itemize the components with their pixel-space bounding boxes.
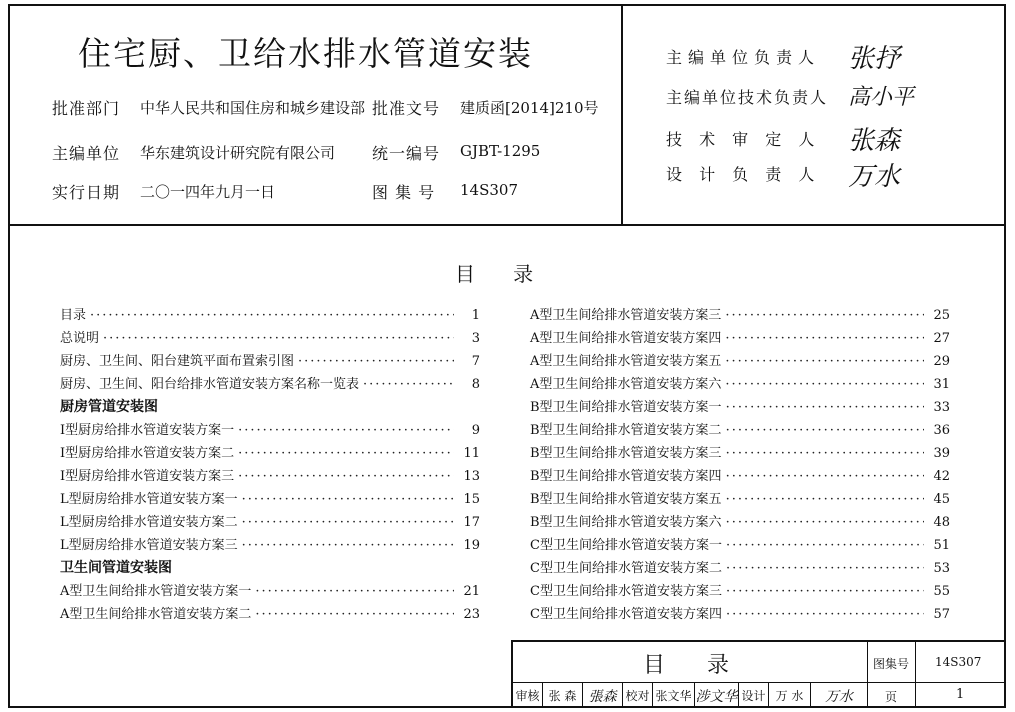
toc-entry-title: L型厨房给排水管道安装方案一 (60, 492, 238, 507)
toc-entry[interactable] (60, 304, 480, 324)
signoff-cell: 审核 (513, 683, 543, 708)
meta-label-atlas-no: 图 集 号 (372, 183, 436, 202)
toc-leader-dots (103, 331, 454, 346)
toc-entry-title: L型厨房给排水管道安装方案二 (60, 515, 238, 530)
meta-value-editor-unit: 华东建筑设计研究院有限公司 (140, 144, 336, 162)
title-block-page-no: 1 (956, 687, 965, 702)
responsible-role: 主编单位技术负责人 (666, 88, 829, 107)
toc-entry[interactable] (530, 419, 950, 439)
toc-entry[interactable] (60, 419, 480, 439)
title-block-atlas-label: 图集号 (873, 657, 910, 671)
toc-entry-title: B型卫生间给排水管道安装方案二 (530, 423, 722, 438)
toc-entry[interactable] (530, 534, 950, 554)
meta-value-atlas-no: 14S307 (460, 181, 518, 199)
toc-entry[interactable] (60, 534, 480, 554)
signature-image: 张森 (848, 126, 901, 156)
toc-entry-page: 29 (933, 354, 950, 369)
toc-entry[interactable] (530, 373, 950, 393)
toc-entry-page: 23 (463, 607, 480, 622)
toc-entry-page: 45 (933, 492, 950, 507)
toc-section-heading: 卫生间管道安装图 (60, 560, 172, 576)
toc-entry[interactable] (60, 488, 480, 508)
toc-leader-dots (725, 308, 924, 323)
responsible-role: 技 术 审 定 人 (666, 130, 821, 149)
signature-image: 张抒 (848, 44, 901, 74)
title-block-vline (867, 642, 868, 708)
toc-entry-page: 1 (471, 308, 480, 323)
toc-entry[interactable] (530, 603, 950, 623)
meta-value-uniform-no: GJBT-1295 (460, 142, 541, 160)
toc-leader-dots (90, 308, 454, 323)
toc-entry-title: A型卫生间给排水管道安装方案五 (530, 354, 722, 369)
signoff-row (513, 683, 867, 708)
toc-entry-title: A型卫生间给排水管道安装方案六 (530, 377, 722, 392)
toc-leader-dots (238, 446, 454, 461)
toc-entry-title: A型卫生间给排水管道安装方案二 (60, 607, 252, 622)
toc-entry-title: I型厨房给排水管道安装方案三 (60, 469, 235, 484)
toc-entry[interactable] (530, 304, 950, 324)
toc-entry-title: 目录 (60, 308, 87, 323)
toc-leader-dots (726, 561, 924, 576)
toc-entry-page: 31 (933, 377, 950, 392)
toc-entry-title: B型卫生间给排水管道安装方案三 (530, 446, 722, 461)
toc-entry-page: 3 (471, 331, 480, 346)
toc-leader-dots (298, 354, 454, 369)
toc-entry[interactable] (530, 557, 950, 577)
meta-label-uniform-no: 统一编号 (372, 144, 441, 163)
toc-entry[interactable] (530, 511, 950, 531)
toc-entry-title: A型卫生间给排水管道安装方案四 (530, 331, 722, 346)
responsible-role: 设 计 负 责 人 (666, 165, 821, 184)
meta-label-effective-date: 实行日期 (52, 183, 121, 202)
meta-label-approval-dept: 批准部门 (52, 99, 121, 118)
toc-leader-dots (726, 492, 924, 507)
title-block-vline (915, 642, 916, 708)
toc-leader-dots (255, 584, 454, 599)
toc-section-heading: 厨房管道安装图 (60, 399, 158, 415)
toc-entry-title: A型卫生间给排水管道安装方案三 (530, 308, 722, 323)
signoff-signature: 万水 (825, 688, 853, 705)
signoff-cell: 校对 (623, 683, 653, 708)
toc-entry[interactable] (60, 373, 480, 393)
toc-entry-page: 11 (463, 446, 480, 461)
toc-leader-dots (242, 492, 454, 507)
toc-leader-dots (726, 538, 924, 553)
toc-entry-page: 55 (933, 584, 950, 599)
toc-entry-page: 13 (463, 469, 480, 484)
responsible-role: 主编单位负责人 (666, 48, 821, 67)
toc-heading: 目 录 (455, 262, 534, 286)
toc-entry-title: L型厨房给排水管道安装方案三 (60, 538, 238, 553)
toc-entry-title: C型卫生间给排水管道安装方案一 (530, 538, 722, 553)
toc-entry[interactable] (530, 350, 950, 370)
toc-entry[interactable] (530, 488, 950, 508)
toc-entry[interactable] (60, 580, 480, 600)
toc-entry-page: 27 (933, 331, 950, 346)
toc-leader-dots (726, 584, 924, 599)
toc-entry[interactable] (60, 603, 480, 623)
meta-value-approval-dept: 中华人民共和国住房和城乡建设部 (140, 99, 366, 117)
toc-entry-title: C型卫生间给排水管道安装方案三 (530, 584, 722, 599)
toc-leader-dots (238, 423, 454, 438)
toc-leader-dots (363, 377, 454, 392)
toc-leader-dots (255, 607, 454, 622)
toc-entry[interactable] (530, 465, 950, 485)
toc-entry-page: 17 (463, 515, 480, 530)
toc-entry[interactable] (530, 396, 950, 416)
toc-leader-dots (725, 377, 924, 392)
signoff-cell: 张 森 (543, 683, 583, 708)
toc-entry-page: 33 (933, 400, 950, 415)
meta-value-effective-date: 二〇一四年九月一日 (140, 183, 276, 201)
toc-leader-dots (726, 469, 924, 484)
toc-entry-title: B型卫生间给排水管道安装方案一 (530, 400, 722, 415)
toc-entry[interactable] (60, 350, 480, 370)
toc-entry-page: 15 (463, 492, 480, 507)
toc-entry-title: I型厨房给排水管道安装方案一 (60, 423, 235, 438)
toc-entry[interactable] (60, 442, 480, 462)
toc-entry-page: 39 (933, 446, 950, 461)
toc-entry-page: 36 (933, 423, 950, 438)
header-divider (621, 4, 623, 226)
toc-entry-page: 57 (933, 607, 950, 622)
toc-leader-dots (242, 515, 454, 530)
toc-entry[interactable] (60, 327, 480, 347)
toc-entry-page: 48 (933, 515, 950, 530)
signature-image: 万水 (848, 162, 901, 192)
toc-entry-title: 厨房、卫生间、阳台建筑平面布置索引图 (60, 354, 295, 369)
toc-entry-page: 42 (933, 469, 950, 484)
meta-label-approval-no: 批准文号 (372, 99, 441, 118)
toc-leader-dots (725, 331, 924, 346)
toc-leader-dots (726, 515, 924, 530)
toc-entry-page: 19 (463, 538, 480, 553)
meta-value-approval-no: 建质函[2014]210号 (460, 99, 599, 117)
toc-entry-title: B型卫生间给排水管道安装方案六 (530, 515, 722, 530)
toc-entry-page: 7 (471, 354, 480, 369)
signoff-cell: 万 水 (769, 683, 811, 708)
toc-leader-dots (726, 423, 924, 438)
toc-entry-title: A型卫生间给排水管道安装方案一 (60, 584, 252, 599)
title-block-page-label: 页 (885, 690, 898, 704)
toc-entry-title: 总说明 (60, 331, 100, 346)
signoff-cell: 设计 (739, 683, 769, 708)
toc-entry-title: C型卫生间给排水管道安装方案四 (530, 607, 722, 622)
toc-entry-page: 53 (933, 561, 950, 576)
toc-entry-title: B型卫生间给排水管道安装方案四 (530, 469, 722, 484)
toc-entry[interactable] (530, 580, 950, 600)
signoff-signature: 張森 (583, 683, 623, 708)
meta-label-editor-unit: 主编单位 (52, 144, 121, 163)
toc-entry[interactable] (60, 465, 480, 485)
toc-entry-page: 25 (933, 308, 950, 323)
toc-entry-title: I型厨房给排水管道安装方案二 (60, 446, 235, 461)
title-block-name: 目 录 (643, 653, 729, 678)
toc-leader-dots (238, 469, 454, 484)
toc-entry-title: 厨房、卫生间、阳台给排水管道安装方案名称一览表 (60, 377, 360, 392)
signature-image: 高小平 (848, 85, 915, 110)
toc-entry-page: 9 (471, 423, 480, 438)
toc-entry-page: 21 (463, 584, 480, 599)
toc-leader-dots (726, 607, 924, 622)
toc-leader-dots (726, 400, 924, 415)
toc-entry[interactable] (530, 327, 950, 347)
title-block-atlas-no: 14S307 (935, 655, 982, 669)
toc-leader-dots (242, 538, 454, 553)
page-title: 住宅厨、卫给水排水管道安装 (78, 34, 533, 73)
signoff-cell: 张文华 (653, 683, 695, 708)
toc-entry-page: 51 (933, 538, 950, 553)
signoff-signature: 涉文华 (695, 683, 739, 708)
toc-entry-page: 8 (471, 377, 480, 392)
toc-leader-dots (726, 446, 924, 461)
toc-entry-title: C型卫生间给排水管道安装方案二 (530, 561, 722, 576)
toc-entry-title: B型卫生间给排水管道安装方案五 (530, 492, 722, 507)
toc-leader-dots (725, 354, 924, 369)
toc-entry[interactable] (530, 442, 950, 462)
toc-entry[interactable] (60, 511, 480, 531)
title-block (511, 640, 1006, 708)
